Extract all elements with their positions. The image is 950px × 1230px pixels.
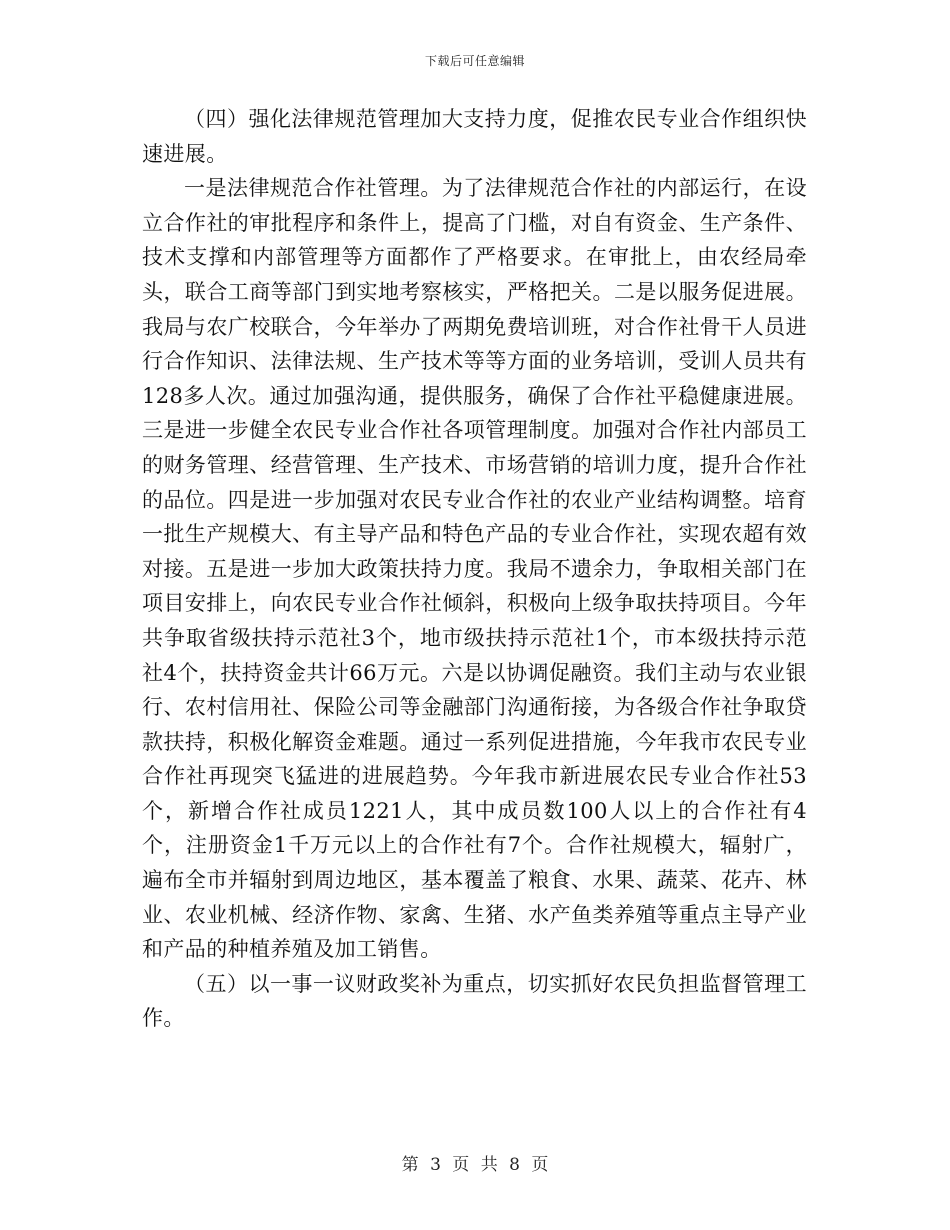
header-note: 下载后可任意编辑 bbox=[424, 54, 525, 68]
body-paragraph: 一是法律规范合作社管理。为了法律规范合作社的内部运行，在设立合作社的审批程序和条件上，提高了门槛，对自有资金、生产条件、技术支撑和内部管理等方面都作了严格要求。在审批上，由农经局牵头，联合工商等部门到实地考察核实，严格把关。二是以服务促进展。我局与农广校联合，今年举办了两期免费培训班，对合作社骨干人员进行合作知识、法律法规、生产技术等等方面的业务培训，受训人员共有128多人次。通过加强沟通，提供服务，确保了合作社平稳健康进展。三是进一步健全农民专业合作社各项管理制度。加强对合作社内部员工的财务管理、经营管理、生产技术、市场营销的培训力度，提升合作社的品位。四是进一步加强对农民专业合作社的农业产业结构调整。培育一批生产规模大、有主导产品和特色产品的专业合作社，实现农超有效对接。五是进一步加大政策扶持力度。我局不遗余力，争取相关部门在项目安排上，向农民专业合作社倾斜，积极向上级争取扶持项目。今年共争取省级扶持示范社3个，地市级扶持示范社1个，市本级扶持示范社4个，扶持资金共计66万元。六是以协调促融资。我们主动与农业银行、农村信用社、保险公司等金融部门沟通衔接，为各级合作社争取贷款扶持，积极化解资金难题。通过一系列促进措施，今年我市农民专业合作社再现突飞猛进的进展趋势。今年我市新进展农民专业合作社53个，新增合作社成员1221人，其中成员数100人以上的合作社有4个，注册资金1千万元以上的合作社有7个。合作社规模大，辐射广，遍布全市并辐射到周边地区，基本覆盖了粮食、水果、蔬菜、花卉、林业、农业机械、经济作物、家禽、生猪、水产鱼类养殖等重点主导产业和产品的种植养殖及加工销售。 bbox=[142, 176, 807, 962]
section-heading-5: （五）以一事一议财政奖补为重点，切实抓好农民负担监督管理工作。 bbox=[142, 971, 807, 1031]
section-heading-4: （四）强化法律规范管理加大支持力度，促推农民专业合作组织快速进展。 bbox=[142, 107, 807, 166]
document-body bbox=[142, 102, 807, 1036]
page-number: 第 3 页 共 8 页 bbox=[401, 1155, 549, 1175]
